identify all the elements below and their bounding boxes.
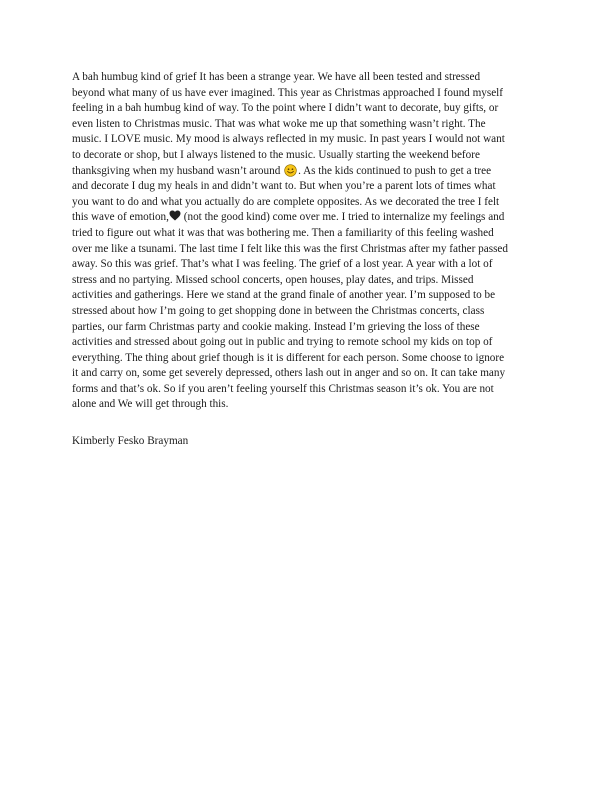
letter-text-segment: this wave of emotion,	[72, 211, 169, 224]
letter-line	[72, 210, 544, 226]
letter-line: stressed about how I’m going to get shopping done in between the Christmas concerts, class	[72, 304, 485, 317]
letter-line: stress and no partying. Missed school concerts, open houses, play dates, and trips. Missed	[72, 273, 474, 286]
smiling-face-emoji-icon	[284, 164, 297, 177]
letter-line: to decorate or shop, but I always listened to the music. Usually starting the weekend before	[72, 148, 480, 161]
letter-line: away. So this was grief. That’s what I was feeling. The grief of a lost year. A year with a lot of	[72, 258, 493, 271]
letter-line: feeling in a bah humbug kind of way. To the point where I didn’t want to decorate, buy gifts, or	[72, 102, 499, 115]
letter-text-segment: . As the kids continued to push to get a tree	[298, 164, 492, 177]
black-heart-emoji-icon	[169, 210, 181, 221]
letter-text-segment: thanksgiving when my husband wasn’t around	[72, 164, 284, 177]
letter-line: activities and gatherings. Here we stand at the grand finale of another year. I’m supposed to be	[72, 289, 496, 302]
author-signature: Kimberly Fesko Brayman	[72, 435, 189, 447]
letter-line: music. I LOVE music. My mood is always reflected in my music. In past years I would not want	[72, 133, 505, 146]
letter-line: tried to figure out what it was that was bothering me. Then a familiarity of this feeling washed	[72, 226, 494, 239]
letter-line: parties, our farm Christmas party and cookie making. Instead I’m grieving the loss of these	[72, 320, 480, 333]
letter-line: you want to do and what you actually do are complete opposites. As we decorated the tree I felt	[72, 195, 500, 208]
letter-line: forms and that’s ok. So if you aren’t feeling yourself this Christmas season it’s ok. You are not	[72, 382, 494, 395]
letter-line: even listen to Christmas music. That was what woke me up that something wasn’t right. The	[72, 117, 486, 130]
letter-line: A bah humbug kind of grief It has been a strange year. We have all been tested and stressed	[72, 71, 481, 83]
letter-line: it and carry on, some get severely depressed, others lash out in anger and so on. It can take many	[72, 367, 506, 380]
letter-line: activities and stressed about going out in public and trying to remote school my kids on top of	[72, 336, 493, 349]
letter-line: over me like a tsunami. The last time I felt like this was the first Christmas after my father passed	[72, 242, 508, 255]
letter-line	[72, 164, 544, 180]
letter-body	[72, 70, 544, 413]
letter-line: everything. The thing about grief though is it is different for each person. Some choose to ignore	[72, 351, 505, 364]
letter-line: alone and We will get through this.	[72, 398, 229, 411]
letter-line: beyond what many of us have ever imagined. This year as Christmas approached I found myself	[72, 86, 504, 99]
letter-text-segment: (not the good kind) come over me. I tried to internalize my feelings and	[180, 211, 505, 224]
letter-line: and decorate I dug my heals in and didn’t want to. But when you’re a parent lots of times what	[72, 180, 496, 193]
